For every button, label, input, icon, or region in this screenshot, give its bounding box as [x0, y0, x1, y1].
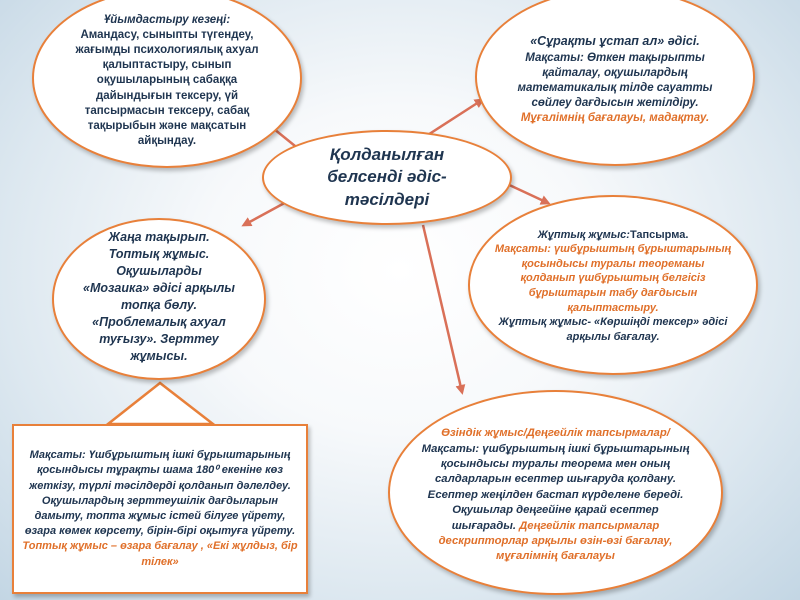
group-work-goal-box — [12, 424, 308, 594]
independent-work-body: Мақсаты: үшбұрыштың ішкі бұрыштарының қосындысы туралы теорема мен оның салдарларын есептер шығаруда қолдану. Есептер жеңілден бастап күрделене береді. Оқушылар деңгейіне қарай есептер шығарады. — [421, 442, 690, 532]
catch-question-title: «Сұрақты ұстап ал» әдісі. — [530, 34, 700, 49]
arrow-to-mid-right — [505, 183, 548, 203]
stage-organization-title: Ұйымдастыру кезеңі: — [103, 13, 231, 26]
stage-organization-body: Амандасу, сыныпты түгендеу, жағымды психологиялық ахуал қалыптастыру, сынып оқушыларының сабаққа дайындығын тексеру, үй тапсырмасын тексеру, сабақ тақырыбын және мақсатын айқындау. — [75, 28, 259, 148]
arrow-to-bottom-right — [423, 225, 462, 392]
group-work-goal-footer: Топтық жұмыс – өзара бағалау , «Екі жұлдыз, бір тілек» — [22, 540, 298, 568]
group-work-goal-body: Мақсаты: Үшбұрыштың ішкі бұрыштарының қосындысы тұрақты шама 180⁰ екеніне көз жеткізу, түрлі тәсілдерді қолданып дәлелдеу. Оқушылардың зерттеушілік дағдыларын дамыту, топта жұмыс істей білуге үйрету, өзара көмек көрсету, бірін-бірі оқытуға үйрету. — [24, 449, 296, 538]
pair-work-node — [468, 195, 758, 375]
new-topic-text: Жаңа тақырып. Топтық жұмыс. Оқушыларды «Мозаика» әдісі арқылы топқа бөлу. «Проблемалық ахуал туғызу». Зерттеу жұмысы. — [83, 230, 235, 363]
center-line-2: белсенді әдіс- — [327, 167, 447, 187]
pair-work-title: Жұптық жұмыс: — [537, 228, 630, 241]
independent-work-title: Өзіндік жұмыс/Деңгейлік тапсырмалар/ — [441, 427, 670, 440]
new-topic-node — [52, 218, 266, 380]
stage-organization-node — [32, 0, 302, 168]
center-line-3: тәсілдері — [344, 189, 430, 209]
pair-work-title-rest: Тапсырма. — [629, 228, 689, 241]
pair-work-body: Мақсаты: үшбұрыштың бұрыштарының қосындысы туралы теореманы қолданып үшбұрыштың белгісіз бұрыштарын табу дағдысын қалыптастыру. — [494, 243, 732, 314]
catch-question-footer: Мұғалімнің бағалауы, мадақтау. — [520, 112, 710, 125]
independent-work-footer: Деңгейлік тапсырмалар дескрипторлар арқылы өзін-өзі бағалау, мұғалімнің бағалауы — [438, 519, 673, 563]
catch-question-body: Мақсаты: Өткен тақырыпты қайталау, оқушылардың математикалық тілде сауатты сөйлеу дағдысын жетілдіру. — [517, 51, 713, 110]
center-line-1: Қолданылған — [329, 145, 445, 165]
pointer-triangle — [108, 383, 213, 424]
center-node — [262, 130, 512, 225]
pair-work-footer: Жұптық жұмыс- «Көршіңді тексер» әдісі арқылы бағалау. — [498, 316, 728, 343]
independent-work-node — [388, 390, 723, 595]
